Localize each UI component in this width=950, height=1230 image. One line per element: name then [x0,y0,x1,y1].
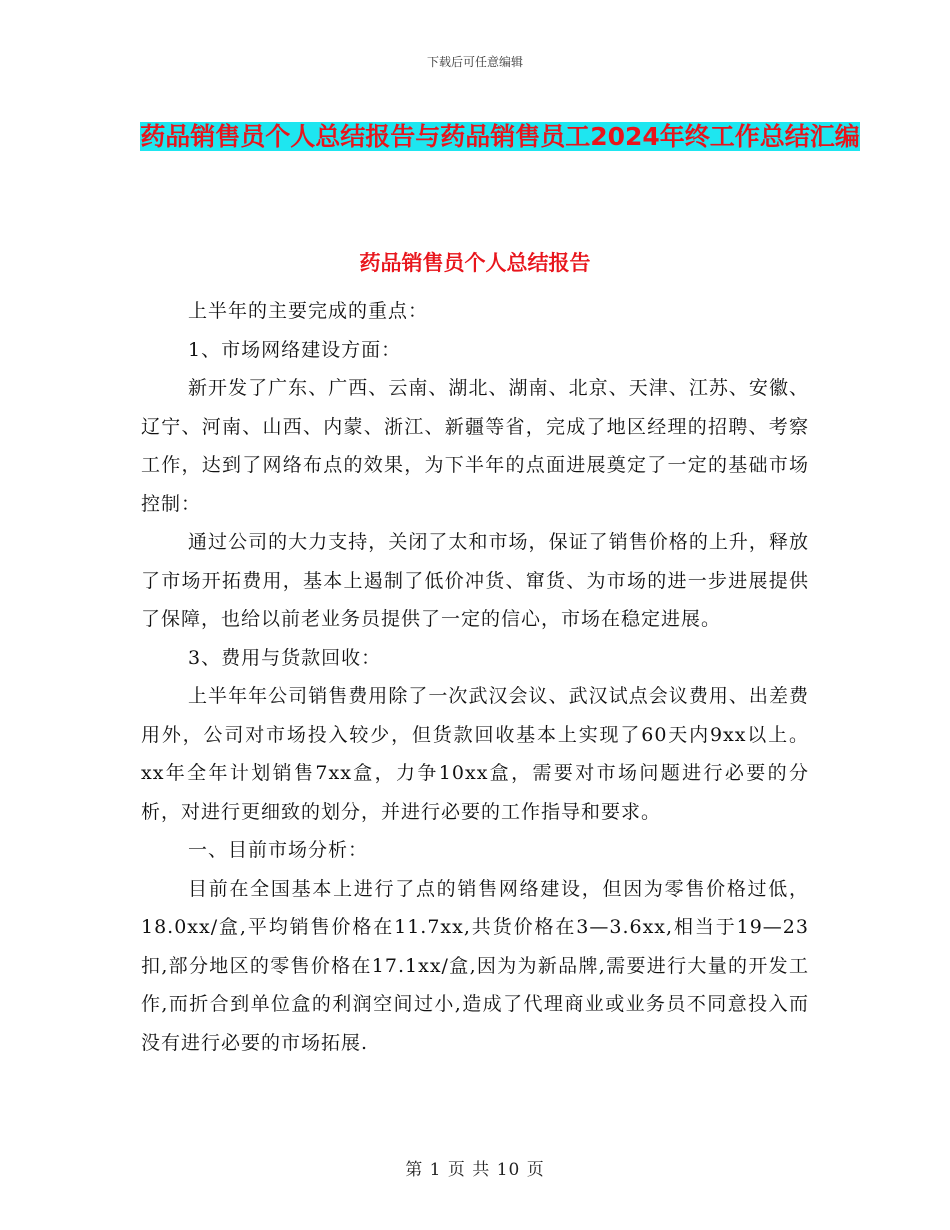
paragraph-6: 上半年年公司销售费用除了一次武汉会议、武汉试点会议费用、出差费用外，公司对市场投入较少，但货款回收基本上实现了60天内9xx以上。 xx年全年计划销售7xx盒，力争10xx盒，需要对市场问题进行必要的分析，对进行更细致的划分，并进行必要的工作指导和要求。 [141,685,809,823]
paragraph-8: 目前在全国基本上进行了点的销售网络建设，但因为零售价格过低，18.0xx/盒,平均销售价格在11.7xx,共货价格在3—3.6xx,相当于19—23扣,部分地区的零售价格在17.1xx/盒,因为为新品牌,需要进行大量的开发工作,而折合到单位盒的利润空间过小,造成了代理商业或业务员不同意投入而没有进行必要的市场拓展. [141,877,809,1054]
paragraph-7: 一、目前市场分析： [188,839,369,861]
document-title [140,113,860,160]
document-title-text: 药品销售员个人总结报告与药品销售员工2024年终工作总结汇编 [140,122,860,151]
paragraph-2: 1、市场网络建设方面： [188,338,402,361]
paragraph-4: 通过公司的大力支持，关闭了太和市场，保证了销售价格的上升，释放了市场开拓费用，基本上遏制了低价冲货、窜货、为市场的进一步进展提供了保障，也给以前老业务员提供了一定的信心，市场在稳定进展。 [141,531,809,630]
header-note: 下载后可任意编辑 [426,55,523,69]
paragraph-3: 新开发了广东、广西、云南、湖北、湖南、北京、天津、江苏、安徽、辽宁、河南、山西、内蒙、浙江、新疆等省，完成了地区经理的招聘、考察工作，达到了网络布点的效果，为下半年的点面进展奠定了一定的基础市场控制： [141,377,809,515]
paragraph-5: 3、费用与货款回收： [188,646,382,669]
page-footer: 第 1 页 共 10 页 [405,1160,545,1180]
section-title: 药品销售员个人总结报告 [359,251,591,275]
paragraph-1: 上半年的主要完成的重点： [188,300,429,322]
body-text [141,292,809,1062]
